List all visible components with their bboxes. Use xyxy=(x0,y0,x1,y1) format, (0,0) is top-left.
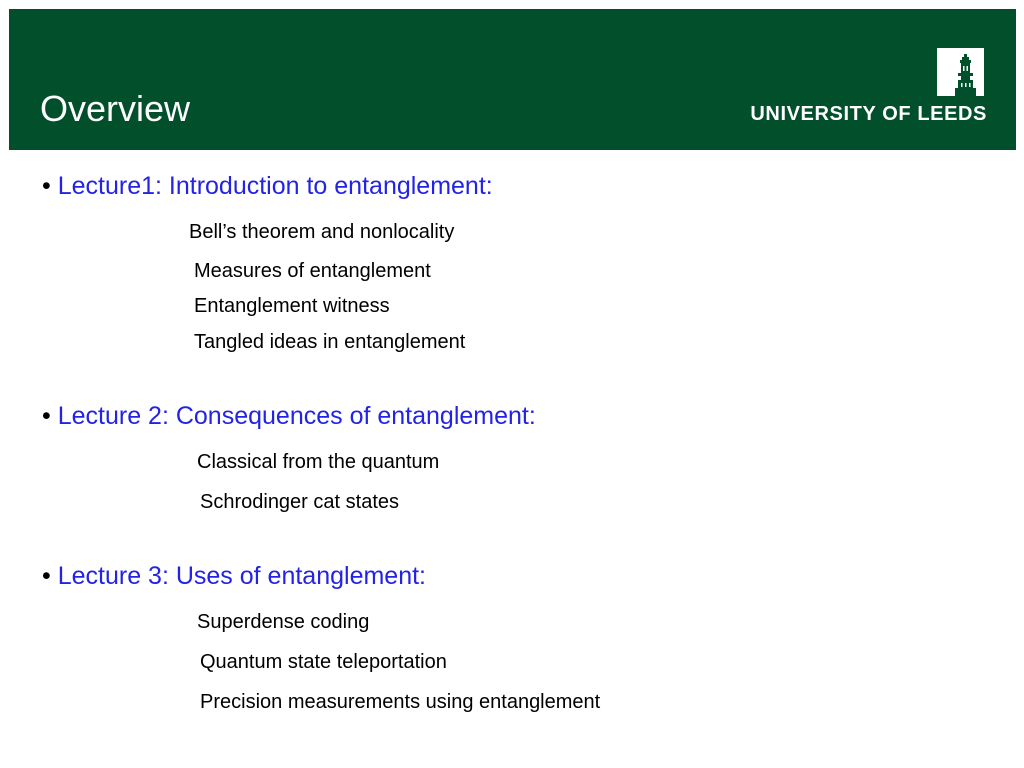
university-logo-text: UNIVERSITY OF LEEDS xyxy=(750,103,987,125)
lecture-3-heading xyxy=(42,561,426,591)
lecture-1-item: Entanglement witness xyxy=(194,295,390,317)
lecture-1-heading xyxy=(42,171,493,201)
slide-title: Overview xyxy=(40,88,191,129)
bullet-icon: • xyxy=(42,172,51,200)
lecture-2-heading xyxy=(42,401,536,431)
title-bar xyxy=(9,9,1016,150)
bullet-icon: • xyxy=(42,402,51,430)
lecture-2-item: Classical from the quantum xyxy=(197,451,440,473)
lecture-2-item: Schrodinger cat states xyxy=(200,491,399,513)
lecture-1-item: Tangled ideas in entanglement xyxy=(194,331,466,353)
lecture-2-title: Lecture 2: Consequences of entanglement: xyxy=(57,402,536,430)
lecture-3-title: Lecture 3: Uses of entanglement: xyxy=(57,562,426,590)
lecture-3-item: Precision measurements using entanglement xyxy=(200,691,601,713)
lecture-1-item: Bell’s theorem and nonlocality xyxy=(189,221,455,243)
lecture-3-item: Superdense coding xyxy=(197,611,370,633)
lecture-1-title: Lecture1: Introduction to entanglement: xyxy=(57,172,493,200)
bullet-icon: • xyxy=(42,562,51,590)
lecture-3-item: Quantum state teleportation xyxy=(200,651,447,673)
parkinson-tower-icon xyxy=(937,48,984,96)
lecture-1-item: Measures of entanglement xyxy=(194,260,431,282)
